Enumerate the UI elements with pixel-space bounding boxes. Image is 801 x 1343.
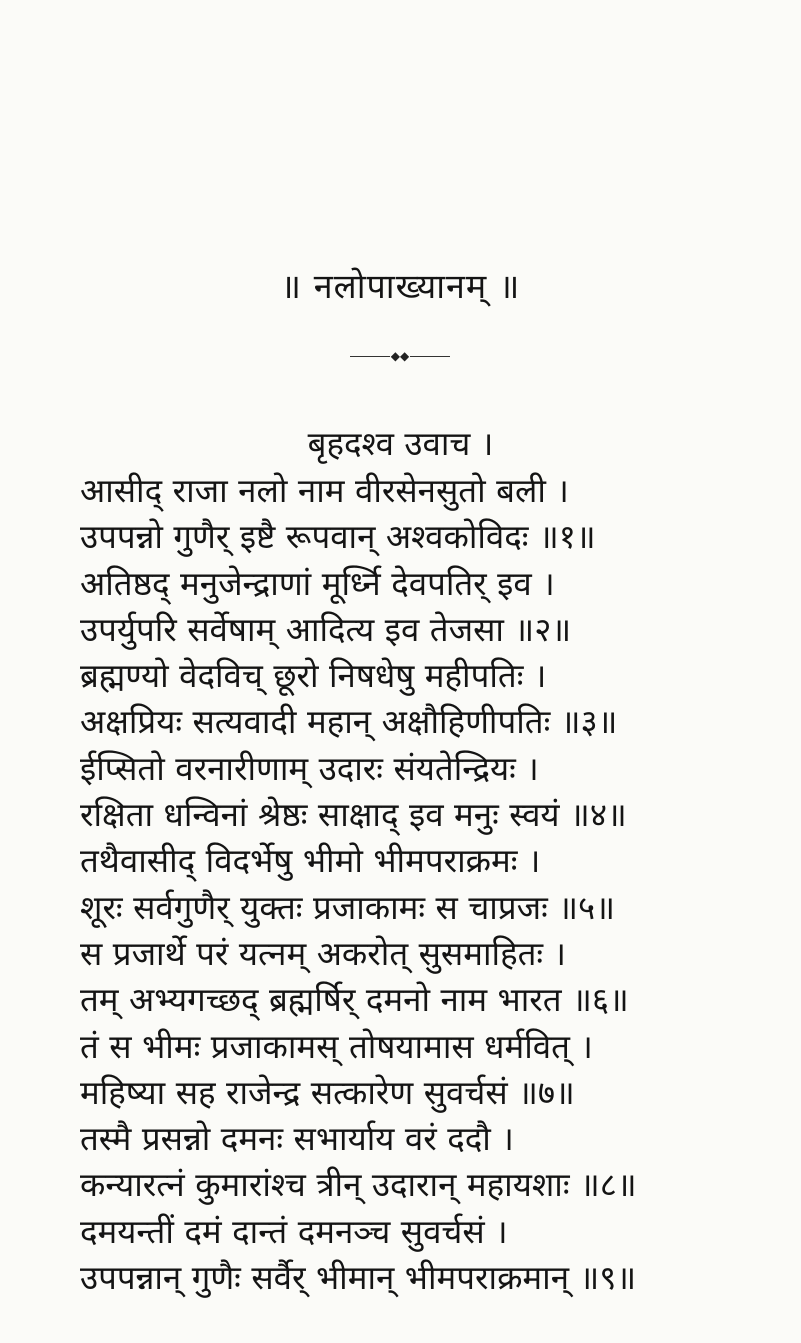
verse-line: ब्रह्मण्यो वेदविच् छूरो निषधेषु महीपतिः । <box>80 656 547 696</box>
verse-line: रक्षिता धन्विनां श्रेष्ठः साक्षाद् इव मनुः स्वयं ॥४॥ <box>80 795 627 835</box>
verse-line: तस्मै प्रसन्नो दमनः सभार्याय वरं ददौ । <box>80 1119 514 1159</box>
verse-block <box>80 468 760 1301</box>
verse-line: अक्षप्रियः सत्यवादी महान् अक्षौहिणीपतिः ॥३॥ <box>80 702 618 742</box>
verse-line: दमयन्तीं दमं दान्तं दमनञ्च सुवर्चसं । <box>80 1211 508 1251</box>
verse-line: उपपन्नो गुणैर् इष्टै रूपवान् अश्वकोविदः ॥१॥ <box>80 517 596 557</box>
divider-ornament-icon: ◆◆ <box>390 349 410 363</box>
verse-line: स प्रजार्थे परं यत्नम् अकरोत् सुसमाहितः । <box>80 933 567 973</box>
verse-line: कन्यारत्नं कुमारांश्च त्रीन् उदारान् महायशाः ॥८॥ <box>80 1165 637 1205</box>
verse-line: उपपन्नान् गुणैः सर्वैर् भीमान् भीमपराक्रमान् ॥९॥ <box>80 1258 637 1298</box>
verse-line: उपर्युपरि सर्वेषाम् आदित्य इव तेजसा ॥२॥ <box>80 609 572 649</box>
verse-line: अतिष्ठद् मनुजेन्द्राणां मूर्ध्नि देवपतिर् इव । <box>80 563 555 603</box>
page-title: ॥ नलोपाख्यानम् ॥ <box>280 267 521 307</box>
verse-line: तं स भीमः प्रजाकामस् तोषयामास धर्मवित् । <box>80 1026 593 1066</box>
verse-line: शूरः सर्वगुणैर् युक्तः प्रजाकामः स चाप्रजः ॥५॥ <box>80 887 615 927</box>
verse-line: महिष्या सह राजेन्द्र सत्कारेण सुवर्चसं ॥७॥ <box>80 1072 575 1112</box>
speaker-heading: बृहदश्व उवाच । <box>307 424 494 463</box>
verse-line: आसीद् राजा नलो नाम वीरसेनसुतो बली । <box>80 471 569 510</box>
verse-line: ईप्सितो वरनारीणाम् उदारः संयतेन्द्रियः । <box>80 748 539 788</box>
verse-line: तथैवासीद् विदर्भेषु भीमो भीमपराक्रमः । <box>80 841 541 881</box>
verse-line: तम् अभ्यगच्छद् ब्रह्मर्षिर् दमनो नाम भारत ॥६॥ <box>80 980 629 1020</box>
